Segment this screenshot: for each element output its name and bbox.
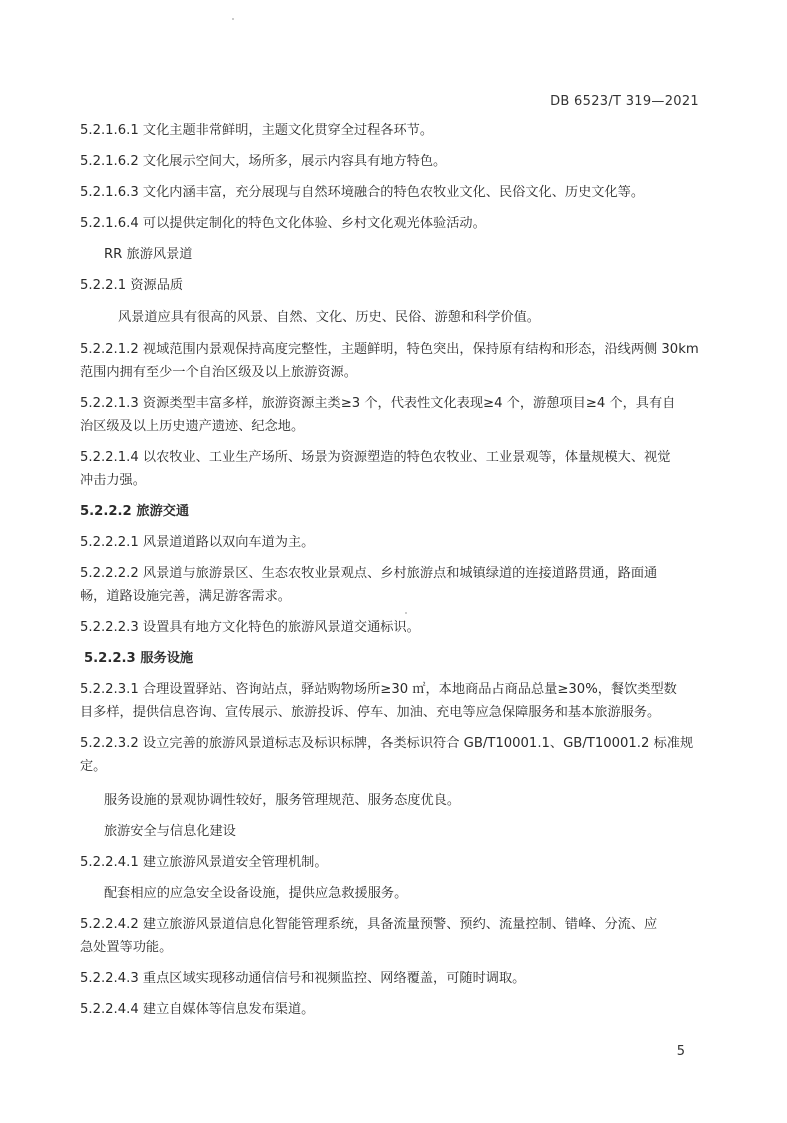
clause-5-2-2-1-2-line2: 范围内拥有至少一个自治区级及以上旅游资源。: [80, 365, 357, 380]
heading-5-2-2-1: 5.2.2.1 资源品质: [80, 278, 184, 293]
scan-speck: [405, 612, 407, 614]
clause-5-2-2-3-2-line1: 5.2.2.3.2 设立完善的旅游风景道标志及标识标牌，各类标识符合 GB/T10001.1、GB/T10001.2 标准规: [80, 736, 694, 751]
clause-5-2-2-3-2-line2: 定。: [80, 759, 107, 774]
clause-5-2-2-1-4-line2: 冲击力强。: [80, 473, 146, 488]
clause-5-2-2-2-1: 5.2.2.2.1 风景道道路以双向车道为主。: [80, 535, 315, 550]
clause-5-2-2-4-1: 5.2.2.4.1 建立旅游风景道安全管理机制。: [80, 855, 328, 870]
paragraph-service-landscape: 服务设施的景观协调性较好，服务管理规范、服务态度优良。: [104, 793, 461, 808]
clause-5-2-2-2-3: 5.2.2.2.3 设置具有地方文化特色的旅游风景道交通标识。: [80, 620, 420, 635]
heading-5-2-2-2: 5.2.2.2 旅游交通: [80, 504, 190, 519]
clause-5-2-2-1-3-line1: 5.2.2.1.3 资源类型丰富多样，旅游资源主类≥3 个，代表性文化表现≥4 个，游憩项目≥4 个，具有自: [80, 396, 676, 411]
clause-5-2-2-3-1-line1: 5.2.2.3.1 合理设置驿站、咨询站点，驿站购物场所≥30 ㎡，本地商品占商品总量≥30%，餐饮类型数: [80, 682, 677, 697]
clause-5-2-2-1-2-line1: 5.2.2.1.2 视域范围内景观保持高度完整性，主题鲜明，特色突出，保持原有结构和形态，沿线两侧 30km: [80, 342, 699, 357]
clause-5-2-1-6-1: 5.2.1.6.1 文化主题非常鲜明，主题文化贯穿全过程各环节。: [80, 123, 434, 138]
clause-5-2-2-1-3-line2: 治区级及以上历史遗产遗迹、纪念地。: [80, 419, 305, 434]
clause-5-2-2-4-2-line2: 急处置等功能。: [80, 940, 173, 955]
clause-5-2-2-3-1-line2: 目多样，提供信息咨询、宣传展示、旅游投诉、停车、加油、充电等应急保障服务和基本旅游服务。: [80, 705, 661, 720]
clause-5-2-2-4-2-line1: 5.2.2.4.2 建立旅游风景道信息化智能管理系统，具备流量预警、预约、流量控制、错峰、分流、应: [80, 917, 658, 932]
clause-5-2-2-2-2-line2: 畅，道路设施完善，满足游客需求。: [80, 589, 291, 604]
clause-5-2-2-1-4-line1: 5.2.2.1.4 以农牧业、工业生产场所、场景为资源塑造的特色农牧业、工业景观等，体量规模大、视觉: [80, 450, 671, 465]
clause-5-2-2-4-4: 5.2.2.4.4 建立自媒体等信息发布渠道。: [80, 1002, 315, 1017]
heading-5-2-2-3: 5.2.2.3 服务设施: [84, 651, 194, 666]
page-number: 5: [676, 1044, 685, 1059]
paragraph-emergency-equipment: 配套相应的应急安全设备设施，提供应急救援服务。: [104, 886, 408, 901]
paragraph-value: 风景道应具有很高的风景、自然、文化、历史、民俗、游憩和科学价值。: [118, 310, 540, 325]
clause-5-2-1-6-3: 5.2.1.6.3 文化内涵丰富，充分展现与自然环境融合的特色农牧业文化、民俗文化、历史文化等。: [80, 185, 645, 200]
clause-5-2-2-2-2-line1: 5.2.2.2.2 风景道与旅游景区、生态农牧业景观点、乡村旅游点和城镇绿道的连接道路贯通，路面通: [80, 566, 658, 581]
section-heading-scenic-byway: RR 旅游风景道: [104, 247, 193, 262]
clause-5-2-1-6-2: 5.2.1.6.2 文化展示空间大，场所多，展示内容具有地方特色。: [80, 154, 447, 169]
heading-safety-informatization: 旅游安全与信息化建设: [104, 824, 236, 839]
clause-5-2-1-6-4: 5.2.1.6.4 可以提供定制化的特色文化体验、乡村文化观光体验活动。: [80, 216, 486, 231]
document-code: DB 6523/T 319—2021: [550, 94, 699, 109]
clause-5-2-2-4-3: 5.2.2.4.3 重点区域实现移动通信信号和视频监控、网络覆盖，可随时调取。: [80, 971, 526, 986]
scan-speck: [232, 18, 234, 20]
